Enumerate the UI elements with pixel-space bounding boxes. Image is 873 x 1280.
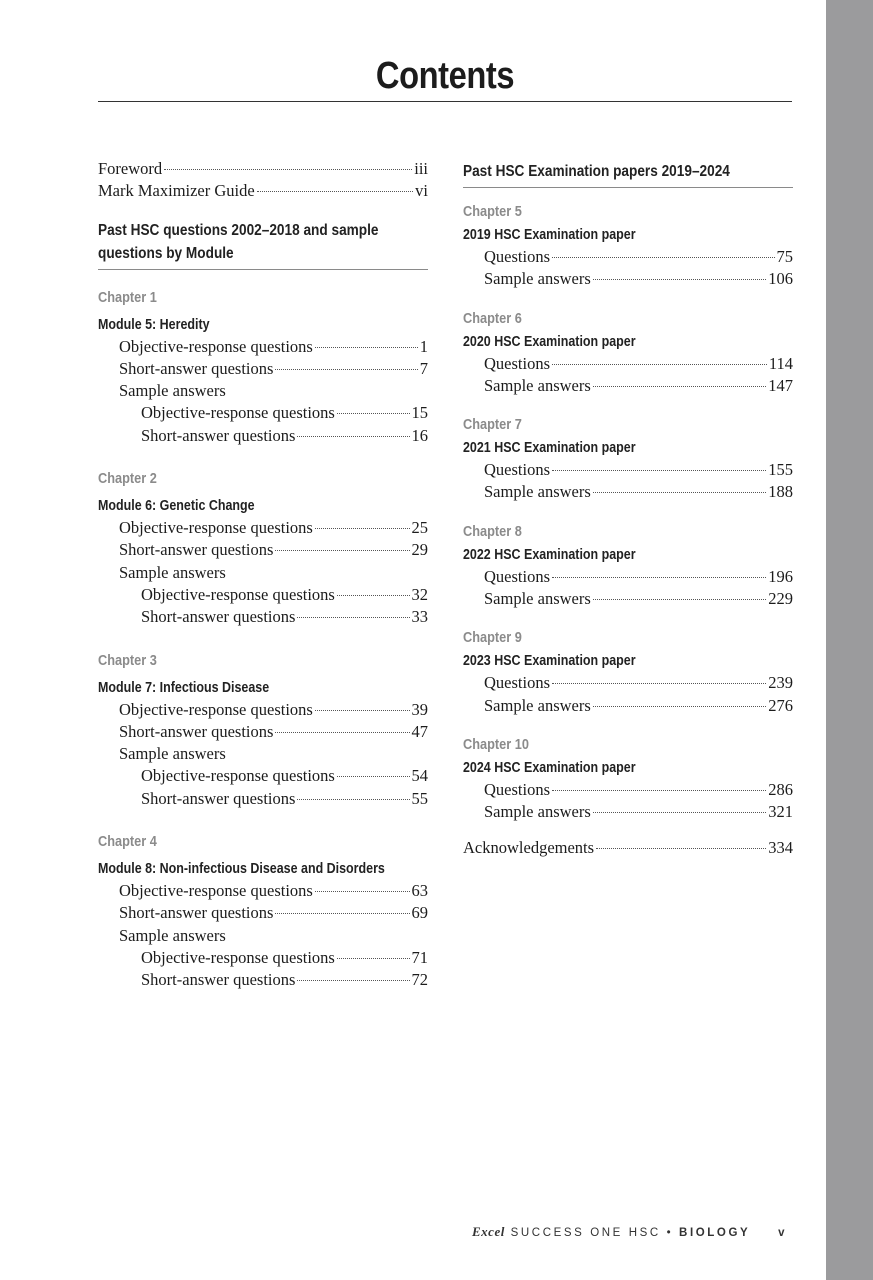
- chapter-block-5: [463, 202, 793, 291]
- dot-leader: [275, 369, 417, 370]
- dot-leader: [257, 191, 413, 192]
- dot-leader: [275, 913, 409, 914]
- dot-leader: [552, 683, 766, 684]
- toc-entry[interactable]: [98, 517, 428, 539]
- series-name: SUCCESS ONE HSC: [510, 1227, 661, 1239]
- entry-page: 71: [411, 947, 428, 967]
- entry-page: 114: [768, 353, 793, 373]
- entry-page: iii: [414, 159, 428, 178]
- dot-leader: [337, 958, 410, 959]
- toc-entry-foreword[interactable]: [98, 158, 428, 180]
- dot-leader: [337, 595, 410, 596]
- dot-leader: [593, 599, 766, 600]
- entry-label: Questions: [484, 353, 550, 373]
- title-rule: [98, 101, 792, 102]
- entry-page: 16: [411, 425, 428, 445]
- dot-leader: [297, 799, 409, 800]
- toc-entry[interactable]: [98, 902, 428, 924]
- entry-page: 1: [419, 336, 428, 356]
- dot-leader: [552, 470, 766, 471]
- toc-entry[interactable]: [98, 788, 428, 810]
- page-title: Contents: [375, 55, 515, 97]
- toc-entry[interactable]: [98, 721, 428, 743]
- toc-entry[interactable]: [98, 606, 428, 628]
- entry-page: 63: [411, 881, 428, 901]
- dot-leader: [552, 577, 766, 578]
- sample-answers-label: [98, 743, 428, 765]
- entry-page: 188: [768, 482, 793, 502]
- toc-entry[interactable]: [98, 969, 428, 991]
- entry-label: Objective-response questions: [141, 403, 335, 423]
- entry-page: 32: [411, 584, 428, 604]
- section-heading-line: questions by Module: [98, 244, 234, 262]
- toc-entry[interactable]: [98, 699, 428, 721]
- toc-entry[interactable]: [463, 246, 793, 268]
- chapter-label: Chapter 7: [463, 417, 522, 434]
- entry-label: Short-answer questions: [119, 721, 274, 741]
- paper-title: 2023 HSC Examination paper: [463, 653, 636, 670]
- section-rule: [98, 269, 428, 270]
- chapter-label: Chapter 6: [463, 310, 522, 327]
- toc-entry[interactable]: [463, 779, 793, 801]
- entry-page: 39: [411, 699, 428, 719]
- entry-label: Objective-response questions: [141, 947, 335, 967]
- entry-page: 321: [768, 802, 793, 822]
- entry-label: Objective-response questions: [119, 336, 313, 356]
- dot-leader: [552, 790, 766, 791]
- entry-page: 286: [768, 779, 793, 799]
- entry-page: 25: [411, 518, 428, 538]
- chapter-block-10: [463, 735, 793, 824]
- paper-title: 2019 HSC Examination paper: [463, 227, 636, 243]
- toc-entry[interactable]: [463, 672, 793, 694]
- sample-answers-label: [98, 925, 428, 947]
- toc-entry[interactable]: [98, 539, 428, 561]
- entry-label: Sample answers: [484, 802, 591, 822]
- page-footer: [472, 1224, 787, 1240]
- toc-entry[interactable]: [463, 375, 793, 397]
- dot-leader: [337, 413, 410, 414]
- dot-leader: [315, 891, 410, 892]
- entry-page: 55: [411, 788, 428, 808]
- entry-page: 72: [411, 970, 428, 990]
- entry-page: 47: [411, 721, 428, 741]
- module-title: Module 5: Heredity: [98, 316, 210, 333]
- entry-label: Objective-response questions: [119, 699, 313, 719]
- entry-label: Short-answer questions: [141, 425, 296, 445]
- paper-title: 2021 HSC Examination paper: [463, 440, 636, 457]
- entry-label: Sample answers: [484, 589, 591, 609]
- entry-label: Sample answers: [119, 381, 226, 401]
- entry-page: 33: [411, 607, 428, 627]
- entry-page: 196: [768, 566, 793, 586]
- page-number: v: [778, 1227, 788, 1239]
- paper-title: 2020 HSC Examination paper: [463, 333, 636, 350]
- toc-entry[interactable]: [463, 459, 793, 481]
- entry-page: 155: [768, 460, 793, 480]
- chapter-block-1: [98, 288, 428, 447]
- entry-page: 7: [419, 358, 428, 378]
- dot-leader: [593, 279, 766, 280]
- toc-entry-mark-maximizer[interactable]: [98, 180, 428, 202]
- entry-label: Mark Maximizer Guide: [98, 181, 255, 201]
- entry-page: 147: [768, 375, 793, 395]
- chapter-block-2: [98, 469, 428, 628]
- dot-leader: [297, 436, 409, 437]
- dot-leader: [315, 528, 410, 529]
- module-title: Module 6: Genetic Change: [98, 498, 255, 515]
- entry-label: Foreword: [98, 159, 163, 178]
- entry-label: Questions: [484, 247, 550, 266]
- entry-label: Sample answers: [484, 482, 591, 502]
- dot-leader: [552, 257, 775, 258]
- chapter-block-3: [98, 651, 428, 810]
- entry-label: Sample answers: [484, 269, 591, 289]
- sample-answers-label: [98, 562, 428, 584]
- dot-leader: [315, 710, 410, 711]
- toc-entry[interactable]: [98, 402, 428, 424]
- dot-leader: [596, 848, 766, 849]
- entry-label: Short-answer questions: [141, 788, 296, 808]
- entry-label: Sample answers: [484, 695, 591, 715]
- dot-leader: [593, 812, 766, 813]
- entry-page: 106: [768, 269, 793, 289]
- toc-entry-acknowledgements[interactable]: [463, 837, 793, 859]
- entry-label: Short-answer questions: [119, 358, 274, 378]
- module-title: Module 7: Infectious Disease: [98, 679, 270, 696]
- dot-leader: [593, 492, 766, 493]
- toc-entry[interactable]: [463, 268, 793, 290]
- entry-label: Objective-response questions: [141, 766, 335, 786]
- entry-label: Objective-response questions: [119, 518, 313, 538]
- chapter-block-8: [463, 522, 793, 611]
- right-column: [463, 160, 793, 859]
- chapter-label: Chapter 8: [463, 523, 522, 540]
- entry-page: 69: [411, 903, 428, 923]
- entry-label: Short-answer questions: [141, 970, 296, 990]
- paper-title: 2022 HSC Examination paper: [463, 546, 636, 563]
- entry-page: 334: [768, 837, 793, 857]
- entry-label: Sample answers: [484, 375, 591, 395]
- footer-bullet: •: [666, 1227, 674, 1239]
- paper-title: 2024 HSC Examination paper: [463, 759, 636, 776]
- toc-entry[interactable]: [463, 481, 793, 503]
- dot-leader: [297, 980, 409, 981]
- chapter-label: Chapter 9: [463, 630, 522, 647]
- toc-entry[interactable]: [463, 566, 793, 588]
- dot-leader: [315, 347, 418, 348]
- chapter-block-7: [463, 415, 793, 504]
- toc-entry[interactable]: [98, 425, 428, 447]
- entry-label: Sample answers: [119, 925, 226, 945]
- chapter-label: Chapter 5: [463, 204, 522, 220]
- entry-page: 75: [776, 247, 793, 266]
- entry-page: 229: [768, 589, 793, 609]
- section-heading-line: Past HSC questions 2002–2018 and sample: [98, 221, 379, 239]
- entry-page: 276: [768, 695, 793, 715]
- entry-label: Sample answers: [119, 562, 226, 582]
- entry-label: Questions: [484, 779, 550, 799]
- entry-page: 54: [411, 766, 428, 786]
- chapter-label: Chapter 2: [98, 471, 157, 488]
- entry-label: Short-answer questions: [119, 903, 274, 923]
- entry-label: Short-answer questions: [119, 540, 274, 560]
- brand-logo-text: Excel: [472, 1224, 505, 1239]
- left-column: [98, 158, 428, 992]
- toc-entry[interactable]: [98, 358, 428, 380]
- entry-label: Sample answers: [119, 744, 226, 764]
- entry-label: Questions: [484, 673, 550, 693]
- toc-entry[interactable]: [98, 765, 428, 787]
- module-title: Module 8: Non-infectious Disease and Disorders: [98, 861, 385, 878]
- toc-entry[interactable]: [463, 588, 793, 610]
- entry-label: Questions: [484, 460, 550, 480]
- toc-entry[interactable]: [98, 584, 428, 606]
- entry-label: Objective-response questions: [119, 881, 313, 901]
- entry-page: 239: [768, 673, 793, 693]
- dot-leader: [275, 732, 409, 733]
- sample-answers-label: [98, 380, 428, 402]
- entry-page: vi: [415, 181, 428, 201]
- toc-entry[interactable]: [98, 880, 428, 902]
- dot-leader: [593, 706, 766, 707]
- toc-entry[interactable]: [98, 336, 428, 358]
- toc-entry[interactable]: [463, 353, 793, 375]
- side-margin-bar: [826, 0, 873, 1280]
- chapter-label: Chapter 10: [463, 736, 529, 753]
- section-heading-past-questions: [98, 219, 428, 265]
- entry-label: Acknowledgements: [463, 837, 595, 857]
- entry-label: Short-answer questions: [141, 607, 296, 627]
- dot-leader: [337, 776, 410, 777]
- section-heading-exam-papers: Past HSC Examination papers 2019–2024: [463, 163, 730, 180]
- dot-leader: [297, 617, 409, 618]
- subject-name: BIOLOGY: [679, 1227, 751, 1239]
- entry-page: 15: [411, 403, 428, 423]
- entry-label: Questions: [484, 566, 550, 586]
- entry-label: Objective-response questions: [141, 584, 335, 604]
- toc-entry[interactable]: [463, 801, 793, 823]
- chapter-block-4: [98, 832, 428, 991]
- toc-entry[interactable]: [463, 695, 793, 717]
- chapter-label: Chapter 4: [98, 834, 157, 851]
- dot-leader: [593, 386, 766, 387]
- chapter-block-9: [463, 628, 793, 717]
- entry-page: 29: [411, 540, 428, 560]
- toc-entry[interactable]: [98, 947, 428, 969]
- dot-leader: [164, 169, 412, 170]
- chapter-label: Chapter 1: [98, 289, 157, 306]
- dot-leader: [552, 364, 767, 365]
- chapter-label: Chapter 3: [98, 652, 157, 669]
- chapter-block-6: [463, 309, 793, 398]
- dot-leader: [275, 550, 409, 551]
- section-rule: [463, 187, 793, 188]
